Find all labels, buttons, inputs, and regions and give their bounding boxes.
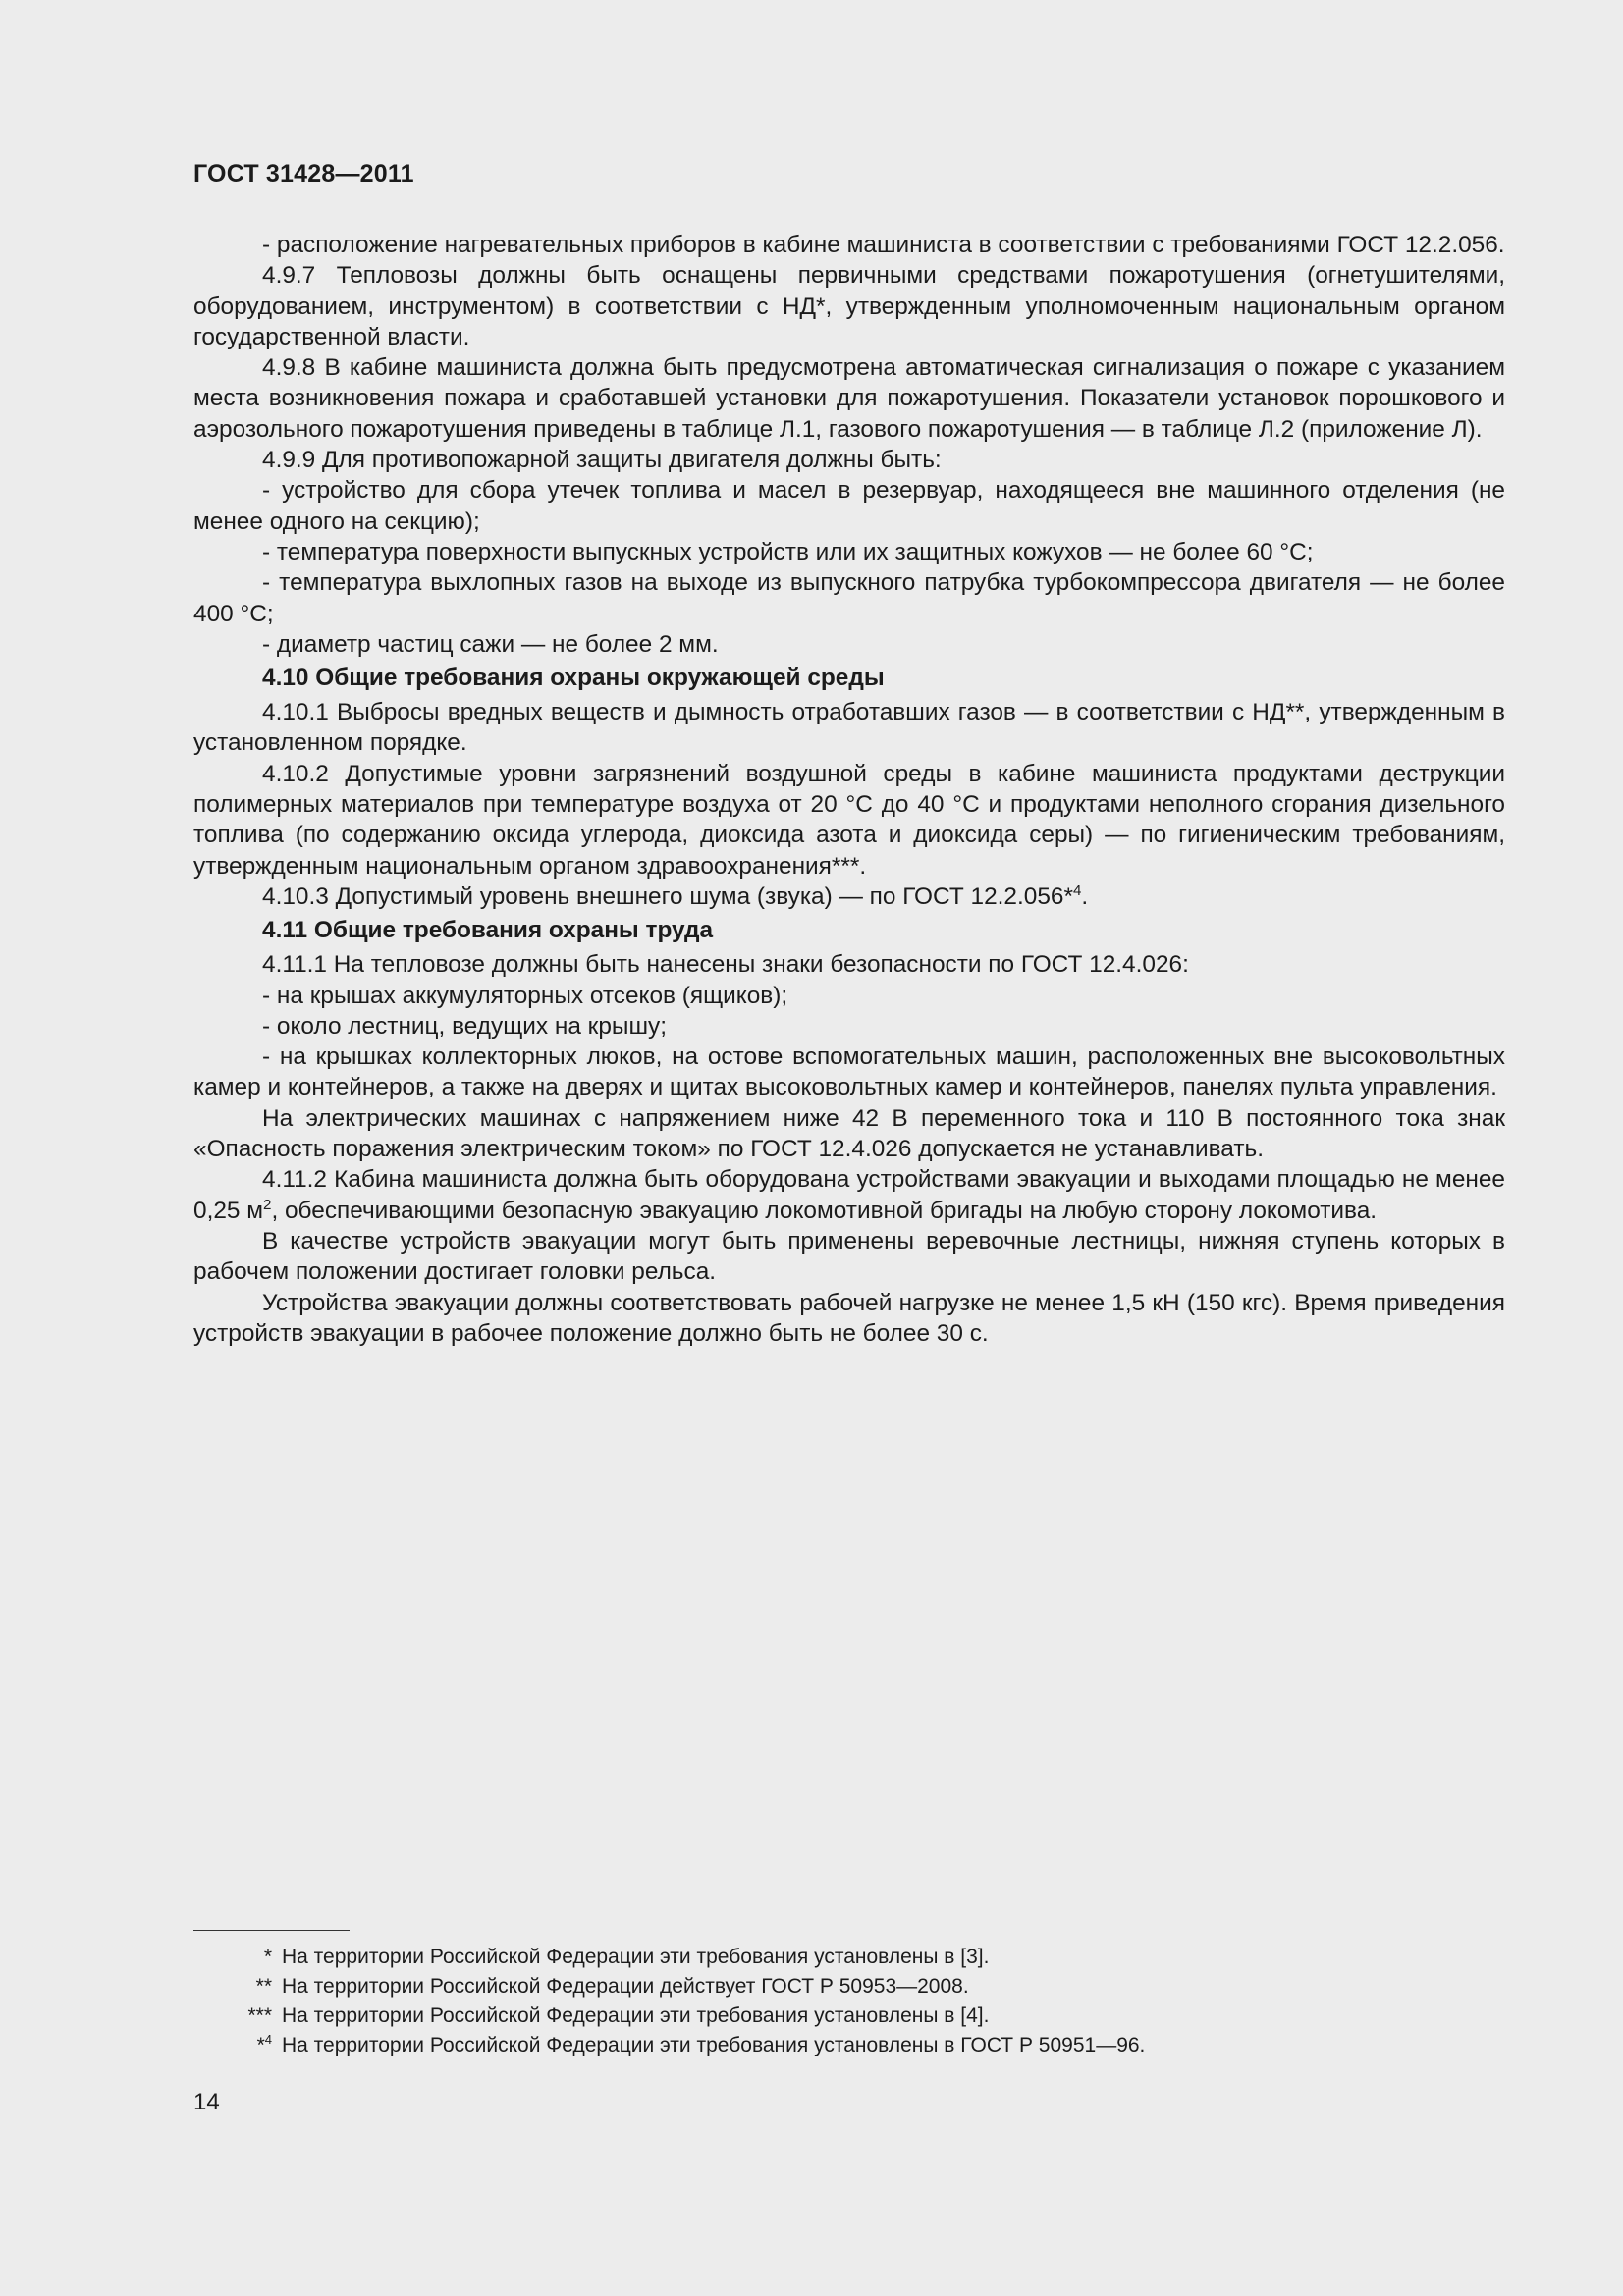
body-paragraph: На электрических машинах с напряжением ниже 42 В переменного тока и 110 В постоянного тока знак «Опасность поражения электрическим током» по ГОСТ 12.4.026 допускается не устанавливать. <box>193 1104 1505 1163</box>
footnote-mark: ** <box>255 1975 272 1998</box>
footnote-mark: *** <box>247 2004 272 2027</box>
footnote-text: На территории Российской Федерации действует ГОСТ Р 50953—2008. <box>282 1975 969 1998</box>
body-paragraph: - температура поверхности выпускных устройств или их защитных кожухов — не более 60 °С; <box>262 538 1314 565</box>
footnote <box>193 1972 1505 2002</box>
footnote-mark: * <box>263 1946 272 1968</box>
footnote-text: На территории Российской Федерации эти требования установлены в ГОСТ Р 50951—96. <box>282 2034 1146 2056</box>
document-header: ГОСТ 31428—2011 <box>193 160 414 187</box>
footnote-separator <box>193 1930 350 1931</box>
body-paragraph: 4.10.2 Допустимые уровни загрязнений воздушной среды в кабине машиниста продуктами деструкции полимерных материалов при температуре воздуха от 20 °С до 40 °С и продуктами неполного сгорания дизельного топлива (по содержанию оксида углерода, диоксида азота и диоксида серы) — по гигиеническим требованиям, утвержденным национальным органом здравоохранения***. <box>193 760 1505 880</box>
body-paragraph: - устройство для сбора утечек топлива и масел в резервуар, находящееся вне машинного отделения (не менее одного на секцию); <box>193 477 1505 535</box>
body-paragraph: Устройства эвакуации должны соответствовать рабочей нагрузке не менее 1,5 кН (150 кгс). Время приведения устройств эвакуации в рабочее положение должно быть не более 30 с. <box>193 1289 1505 1347</box>
body-paragraph: 4.10.3 Допустимый уровень внешнего шума (звука) — по ГОСТ 12.2.056*$^4$. <box>262 881 1089 910</box>
body-paragraph: 4.11.1 На тепловозе должны быть нанесены знаки безопасности по ГОСТ 12.4.026: <box>262 951 1189 979</box>
superscript: 4 <box>1072 881 1082 899</box>
footnote <box>193 2031 1505 2060</box>
body-paragraph: - температура выхлопных газов на выходе из выпускного патрубка турбокомпрессора двигателя — не более 400 °С; <box>193 569 1505 627</box>
body-paragraph: 4.11.2 Кабина машиниста должна быть оборудована устройствами эвакуации и выходами площадью не менее 0,25 $м^2$, обеспечивающими безопасную эвакуацию локомотивной бригады на любую сторону локомотива. <box>193 1166 1505 1224</box>
footnote-text: На территории Российской Федерации эти требования установлены в [3]. <box>282 1946 990 1968</box>
body-paragraph: 4.9.9 Для противопожарной защиты двигателя должны быть: <box>262 447 942 474</box>
body-paragraph: - диаметр частиц сажи — не более 2 мм. <box>262 630 719 658</box>
page-number: 14 <box>193 2089 220 2115</box>
footnote-text: На территории Российской Федерации эти требования установлены в [4]. <box>282 2004 990 2027</box>
body-paragraph: - расположение нагревательных приборов в кабине машиниста в соответствии с требованиями ГОСТ 12.2.056. <box>262 232 1505 258</box>
body-paragraph: - на крышах аккумуляторных отсеков (ящиков); <box>262 982 788 1009</box>
body-paragraph: В качестве устройств эвакуации могут быть применены веревочные лестницы, нижняя ступень которых в рабочем положении достигает головки рельса. <box>193 1227 1505 1286</box>
body-paragraph: 4.9.8 В кабине машиниста должна быть предусмотрена автоматическая сигнализация о пожаре с указанием места возникновения пожара и сработавшей установки для пожаротушения. Показатели установок порошкового и аэрозольного пожаротушения приведены в таблице Л.1, газового пожаротушения — в таблице Л.2 (приложение Л). <box>193 354 1505 443</box>
section-heading: 4.10 Общие требования охраны окружающей среды <box>262 665 885 692</box>
footnote <box>193 2002 1505 2031</box>
footnote <box>193 1943 1505 1972</box>
section-heading: 4.11 Общие требования охраны труда <box>262 917 714 944</box>
document-body <box>193 230 1505 1349</box>
superscript: 2 <box>263 1196 272 1213</box>
body-paragraph: 4.10.1 Выбросы вредных веществ и дымность отработавших газов — в соответствии с НД**, утвержденным в установленном порядке. <box>193 699 1505 757</box>
footnotes <box>193 1943 1505 2060</box>
body-paragraph: 4.9.7 Тепловозы должны быть оснащены первичными средствами пожаротушения (огнетушителями, оборудованием, инструментом) в соответствии с НД*, утвержденным уполномоченным национальным органом государственной власти. <box>193 262 1505 350</box>
footnote-mark: *$^4$ <box>256 2032 272 2056</box>
body-paragraph: - на крышках коллекторных люков, на остове вспомогательных машин, расположенных вне высоковольтных камер и контейнеров, а также на дверях и щитах высоковольтных камер и контейнеров, панелях пульта управления. <box>193 1043 1505 1101</box>
body-paragraph: - около лестниц, ведущих на крышу; <box>262 1012 667 1040</box>
